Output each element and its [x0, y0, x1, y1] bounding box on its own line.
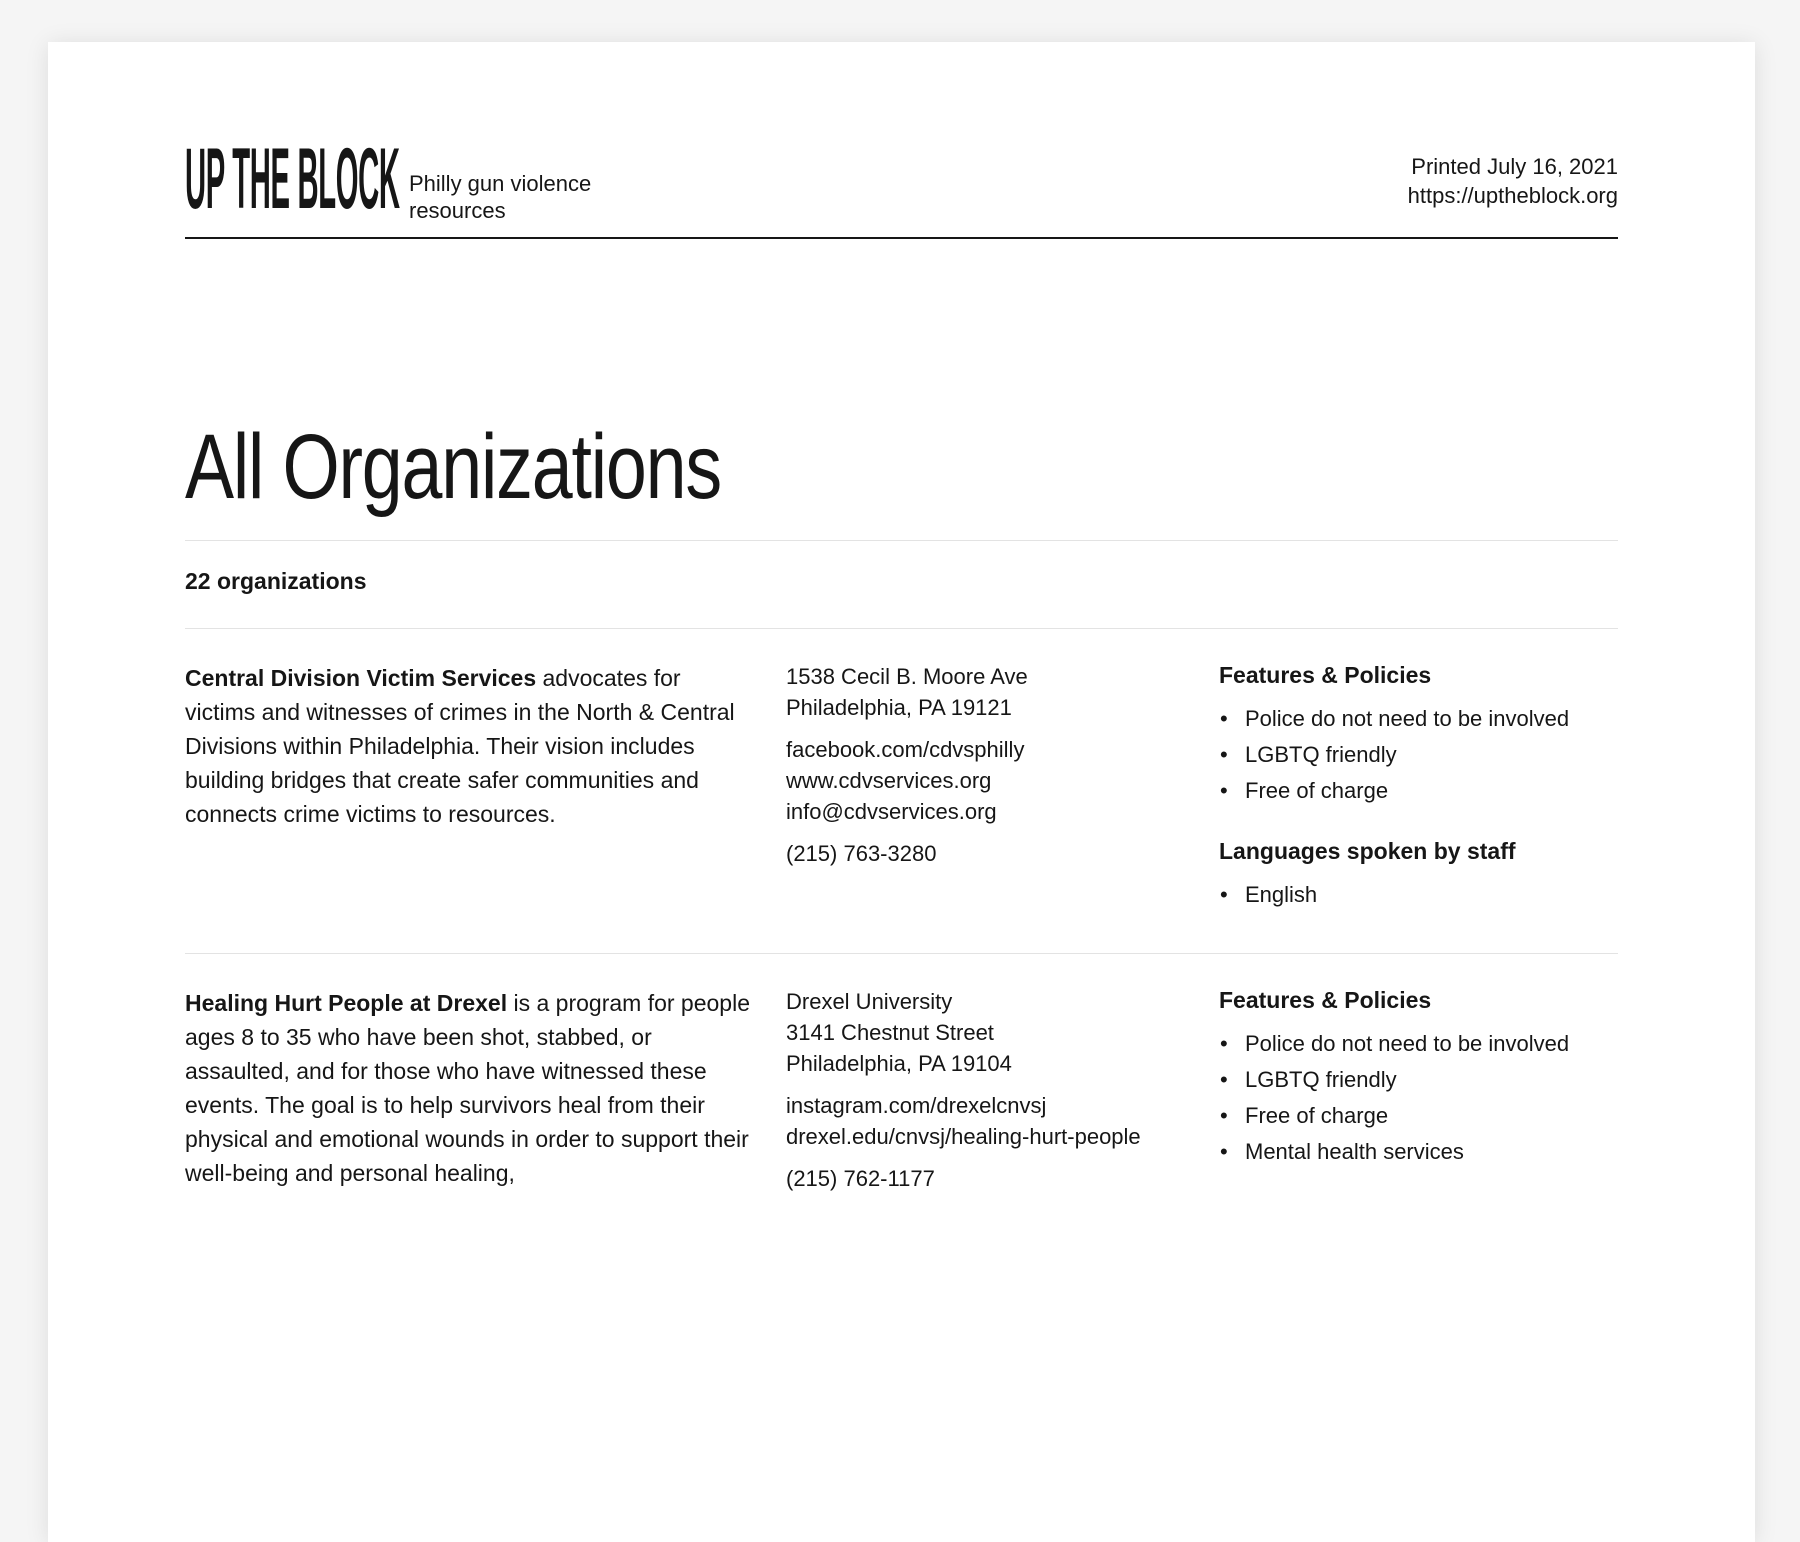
up-the-block-logo: UP THE BLOCK: [185, 131, 400, 227]
organization-count: 22 organizations: [185, 540, 1618, 629]
language-item: • English: [1219, 877, 1617, 913]
address-line: 3141 Chestnut Street: [786, 1020, 994, 1045]
link-line: drexel.edu/cnvsj/healing-hurt-people: [786, 1124, 1141, 1149]
feature-item: • LGBTQ friendly: [1219, 737, 1617, 773]
logo-wrap: [185, 131, 409, 227]
address-line: Drexel University: [786, 989, 953, 1014]
feature-item: • Police do not need to be involved: [1219, 701, 1617, 737]
phone-number: (215) 762-1177: [786, 1166, 935, 1191]
languages-heading: Languages spoken by staff: [1219, 838, 1516, 864]
feature-item: • Mental health services: [1219, 1134, 1617, 1170]
organization-description-text: advocates for victims and witnesses of crimes in the North & Central Divisions within Philadelphia. Their vision includes building bridges that create safer communities and connects crime victims to resources.: [185, 665, 735, 827]
address-line: Philadelphia, PA 19121: [786, 695, 1012, 720]
features-list: [1219, 701, 1617, 809]
languages-list: [1219, 877, 1617, 913]
address-line: Philadelphia, PA 19104: [786, 1051, 1012, 1076]
site-tagline: [409, 170, 591, 224]
brand: [185, 131, 592, 227]
organization-entry: [185, 953, 1618, 1234]
links-block: [786, 734, 1219, 827]
organization-description-text: is a program for people ages 8 to 35 who have been shot, stabbed, or assaulted, and for those who have witnessed these events. The goal is to help survivors heal from their physical and emotional wounds in order to support their well-being and personal healing,: [185, 990, 750, 1186]
organization-name: Healing Hurt People at Drexel: [185, 990, 508, 1016]
site-url: https://uptheblock.org: [1407, 183, 1618, 208]
feature-item: • Free of charge: [1219, 1098, 1617, 1134]
printed-date: Printed July 16, 2021: [1411, 154, 1618, 179]
printed-page: [48, 42, 1755, 1542]
organization-contact: [786, 661, 1219, 913]
feature-item: • Free of charge: [1219, 773, 1617, 809]
address-line: 1538 Cecil B. Moore Ave: [786, 664, 1028, 689]
organization-meta: [1219, 661, 1617, 913]
organization-list: [185, 629, 1618, 1234]
feature-item: • Police do not need to be involved: [1219, 1026, 1617, 1062]
features-heading: Features & Policies: [1219, 662, 1432, 688]
page-content: [48, 42, 1755, 1234]
organization-name: Central Division Victim Services: [185, 665, 537, 691]
page-header: [185, 42, 1618, 239]
organization-contact: [786, 986, 1219, 1194]
phone-number: (215) 763-3280: [786, 841, 937, 866]
tagline-line-2: resources: [409, 198, 506, 223]
languages-block: [1219, 837, 1617, 913]
link-line: www.cdvservices.org: [786, 768, 992, 793]
tagline-line-1: Philly gun violence: [409, 171, 592, 196]
feature-item: • LGBTQ friendly: [1219, 1062, 1617, 1098]
address-block: [786, 986, 1219, 1079]
organization-description: [185, 661, 786, 913]
print-meta: [1408, 152, 1618, 210]
link-line: instagram.com/drexelcnvsj: [786, 1093, 1047, 1118]
links-block: [786, 1090, 1219, 1152]
features-heading: Features & Policies: [1219, 987, 1432, 1013]
organization-entry: [185, 629, 1618, 953]
address-block: [786, 661, 1219, 723]
link-line: info@cdvservices.org: [786, 799, 997, 824]
organization-meta: [1219, 986, 1617, 1194]
organization-description: [185, 986, 786, 1194]
link-line: facebook.com/cdvsphilly: [786, 737, 1025, 762]
page-title: All Organizations: [185, 416, 721, 518]
features-list: [1219, 1026, 1617, 1170]
